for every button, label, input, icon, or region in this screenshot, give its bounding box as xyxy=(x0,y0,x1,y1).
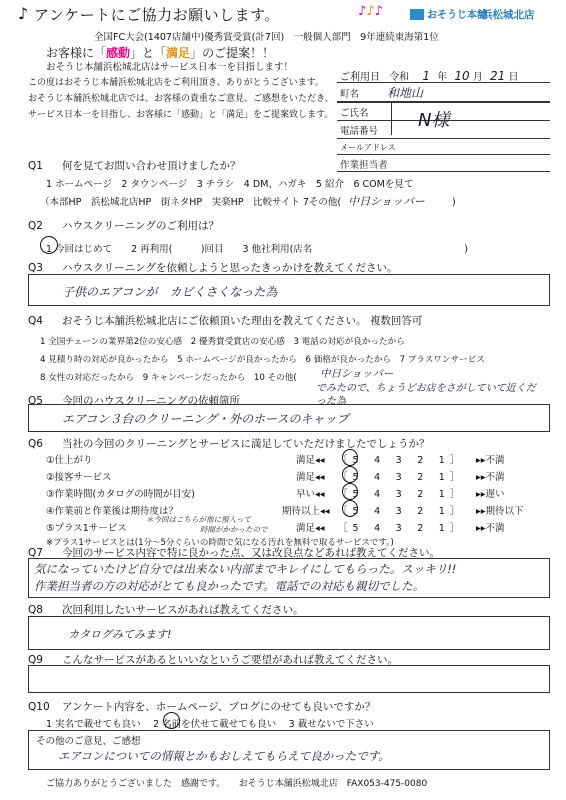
q6-row-right: ▸▸不満 xyxy=(476,472,505,483)
q6-row-label: ①仕上がり xyxy=(46,455,93,466)
q1-options-text: （本部HP 浜松城北店HP 街ネタHP 実楽HP 比較サイト 7その他( xyxy=(40,197,342,208)
q1-other-answer: 中日ショッパー xyxy=(348,195,425,208)
q6-rating-circle xyxy=(342,466,358,483)
info-divider xyxy=(391,101,392,135)
q6-row-right: ▸▸期待以下 xyxy=(476,506,524,517)
q6-heading xyxy=(28,436,430,451)
music-notes-decoration xyxy=(358,4,383,19)
q7-text: 今回のサービス内容で特に良かった点、又は改良点などあれば教えてください。 xyxy=(62,547,440,559)
q8-number: Q8 xyxy=(28,604,43,616)
q6-row-scale: ［ 5 4 3 2 1 ］ xyxy=(338,489,461,500)
date-underline xyxy=(337,82,550,83)
q6-row-scale: ［ 5 4 3 2 1 ］ xyxy=(338,472,461,483)
q6-plus-note: ※プラス1サービスとは(1分～5分ぐらいの時間で気になる汚れを無料で取るサービスです。) xyxy=(46,538,394,548)
proposal-heading xyxy=(46,44,274,61)
month-unit: 月 xyxy=(472,72,483,83)
q6-row-right: ▸▸不満 xyxy=(476,455,505,466)
q2-heading xyxy=(28,218,219,233)
footer-text: ご協力ありがとうございました 感謝です。 おそうじ本舗浜松城北店 FAX053-475-0080 xyxy=(46,779,428,789)
q1-number: Q1 xyxy=(28,160,43,172)
q6-row-scale: ［ 5 4 3 2 1 ］ xyxy=(338,523,461,534)
date-month: 10 xyxy=(454,69,470,83)
q10-number: Q10 xyxy=(28,701,50,713)
q3-text: ハウスクリーニングを依頼しようと思ったきっかけを教えてください。 xyxy=(62,262,398,274)
q6-row-label: ②接客サービス xyxy=(46,472,112,483)
era: 令和 xyxy=(389,72,410,83)
q5-answer: エアコン３台のクリーニング・外のホースのキャップ xyxy=(62,412,349,426)
staff-label: 作業担当者 xyxy=(340,160,388,171)
q6-text: 当社の今回のクリーニングとサービスに満足していただけましたでしょうか？ xyxy=(62,438,430,450)
intro-line: サービス日本一を目指し、お客様に「感動」と「満足」をご提案致します。 xyxy=(28,110,334,120)
q7-number: Q7 xyxy=(28,547,43,559)
intro-line: おそうじ本舗浜松城北店では、お客様の貴重なご意見、ご感想をいただき、 xyxy=(28,94,334,104)
q6-rating-circle xyxy=(342,449,358,466)
q1-heading xyxy=(28,158,241,173)
q6-row-scale: ［ 5 4 3 2 1 ］ xyxy=(338,455,461,466)
q8-answer: カタログみてみます! xyxy=(68,628,172,641)
proposal-text: 」のご提案！！ xyxy=(190,46,275,60)
q1-options-line2 xyxy=(40,193,456,209)
customer-name-value: N様 xyxy=(418,110,450,131)
q6-row-right: ▸▸遅い xyxy=(476,489,505,500)
store-name: 浜松城北店 xyxy=(482,9,535,21)
q1-options-line1: 1 ホームページ 2 タウンページ 3 チラシ 4 DM、ハガキ 5 紹介 6 COMを見て xyxy=(46,179,414,190)
q7-answer-line1: 気になっていたけど自分では出来ない内部までキレイにしてもらった。スッキリ!! xyxy=(34,562,457,576)
q2-number: Q2 xyxy=(28,220,43,232)
q6-plus-handwritten-2: 時間がかかったので xyxy=(200,525,268,534)
music-note-icon: ♪ xyxy=(366,4,375,19)
q6-rating-circle xyxy=(342,483,358,500)
year-unit: 年 xyxy=(437,72,448,83)
q9-number: Q9 xyxy=(28,654,43,666)
proposal-text: 」と「 xyxy=(130,46,167,60)
q4-number: Q4 xyxy=(28,315,43,327)
intro-line: おそうじ本舗浜松城北店はサービス日本一を目指します！ xyxy=(46,62,294,73)
q5-number: Q5 xyxy=(28,395,43,407)
q3-answer: 子供のエアコンが カビくさくなった為 xyxy=(62,285,278,299)
q4-options-line1: 1 全国チェーンの業界第2位の安心感 2 優秀賞受賞店の安心感 3 電話の対応が良かったから xyxy=(40,337,405,347)
phone-label: 電話番号 xyxy=(340,126,379,137)
q1-text: 何を見てお問い合わせ頂けましたか？ xyxy=(62,160,241,172)
music-note-icon: ♪ xyxy=(374,4,383,19)
town-row xyxy=(337,84,550,102)
date-day: 21 xyxy=(490,69,506,83)
q6-plus-handwritten-1: ＊今回はこちらが他に預入って xyxy=(146,515,251,524)
q10-selection-circle xyxy=(163,712,180,729)
day-unit: 日 xyxy=(508,72,519,83)
company-logo xyxy=(410,6,487,21)
proposal-highlight-kandou: 感動 xyxy=(106,46,131,60)
q7-answer-line2: 作業担当者の方の対応がとても良かったです。電話での対応も親切でした。 xyxy=(34,579,425,593)
q6-row-label: ⑤プラス1サービス xyxy=(46,523,127,534)
house-logo-icon xyxy=(410,9,424,20)
mail-label: メールアドレス xyxy=(340,143,396,152)
q6-number: Q6 xyxy=(28,438,43,450)
q6-row-right: ▸▸不満 xyxy=(476,523,505,534)
q10-text: アンケート内容を、ホームページ、ブログにのせても良いですか？ xyxy=(62,701,376,713)
q9-text: こんなサービスがあるといいなというご要望があれば教えてください。 xyxy=(62,654,398,666)
q6-row-scale: ［ 5 4 3 2 1 ］ xyxy=(338,506,461,517)
date-label: ご利用日 xyxy=(340,72,380,83)
q4-answer-2: でみたので、ちょうどお店をさがしていて近くだ xyxy=(316,383,536,394)
staff-row xyxy=(337,155,550,172)
survey-title: アンケートにご協力お願いします。 xyxy=(34,6,280,24)
q6-row-label: ③作業時間(カタログの時間が目安) xyxy=(46,489,195,500)
q4-options-line3: 8 女性の対応だったから 9 キャンペーンだったから 10 その他( xyxy=(40,373,297,383)
q4-answer-3: った為 xyxy=(316,396,346,407)
q8-heading xyxy=(28,602,304,617)
mail-row xyxy=(337,139,550,155)
usage-date xyxy=(340,68,519,83)
q2-text: ハウスクリーニングのご利用は？ xyxy=(62,220,219,232)
q6-row-left: 満足◂◂ xyxy=(296,523,325,534)
name-label: ご氏名 xyxy=(340,108,369,119)
q3-heading xyxy=(28,260,397,275)
q4-text: おそうじ本舗浜松城北店にご依頼頂いた理由を教えてください。 複数回答可 xyxy=(62,315,423,327)
q4-options-line2: 4 見積り時の対応が良かったから 5 ホームページが良かったから 6 価格が良かったから 7 プラスワンサービス xyxy=(40,355,485,365)
music-note-icon: ♪ xyxy=(18,4,29,23)
q6-row-label: ④作業前と作業後は期待度は？ xyxy=(46,506,179,517)
q4-answer-1: 中日ショッパー xyxy=(320,368,394,380)
q3-number: Q3 xyxy=(28,262,43,274)
logo-text: おそうじ本舗 xyxy=(427,10,487,21)
music-note-icon: ♪ xyxy=(358,4,367,19)
q6-row-left: 早い◂◂ xyxy=(296,489,325,500)
q1-close-paren: ) xyxy=(451,197,456,208)
q6-row-left: 満足◂◂ xyxy=(296,472,325,483)
q2-selection-circle xyxy=(40,236,58,254)
q6-rating-circle xyxy=(342,500,358,517)
intro-line: この度はおそうじ本舗浜松城北店をご利用頂き、ありがとうございます。 xyxy=(28,78,324,88)
q9-answer-box xyxy=(28,665,550,693)
proposal-text: お客様に「 xyxy=(46,46,107,60)
q10-other-answer: エアコンについての情報とかもおしえてもらえて良かったです。 xyxy=(58,749,390,763)
q6-row-left: 満足◂◂ xyxy=(296,455,325,466)
proposal-highlight-manzoku: 満足 xyxy=(166,46,191,60)
town-label: 町名 xyxy=(340,89,360,100)
town-value: 和地山 xyxy=(387,86,424,100)
q6-row-left: 期待以上◂◂ xyxy=(282,506,330,517)
q10-heading xyxy=(28,699,375,714)
q8-text: 次回利用したいサービスがあれば教えてください。 xyxy=(62,604,304,616)
q2-options: 1 今回はじめて 2 再利用( )回目 3 他社利用(店名 ) xyxy=(46,244,469,255)
q10-options: 1 実名で載せても良い 2 名前を伏せて載せても良い 3 載せないで下さい xyxy=(46,719,374,730)
q5-text: 今回のハウスクリーニングの依頼箇所 xyxy=(62,395,240,407)
award-line: 全国FC大会(1407店舗中)優秀賞受賞(計7回) 一般個人部門 9年連続東海第1位 xyxy=(94,32,439,43)
q4-heading xyxy=(28,313,422,328)
q10-other-label: その他のご意見、ご感想 xyxy=(36,736,141,747)
date-year: 1 xyxy=(422,69,431,83)
